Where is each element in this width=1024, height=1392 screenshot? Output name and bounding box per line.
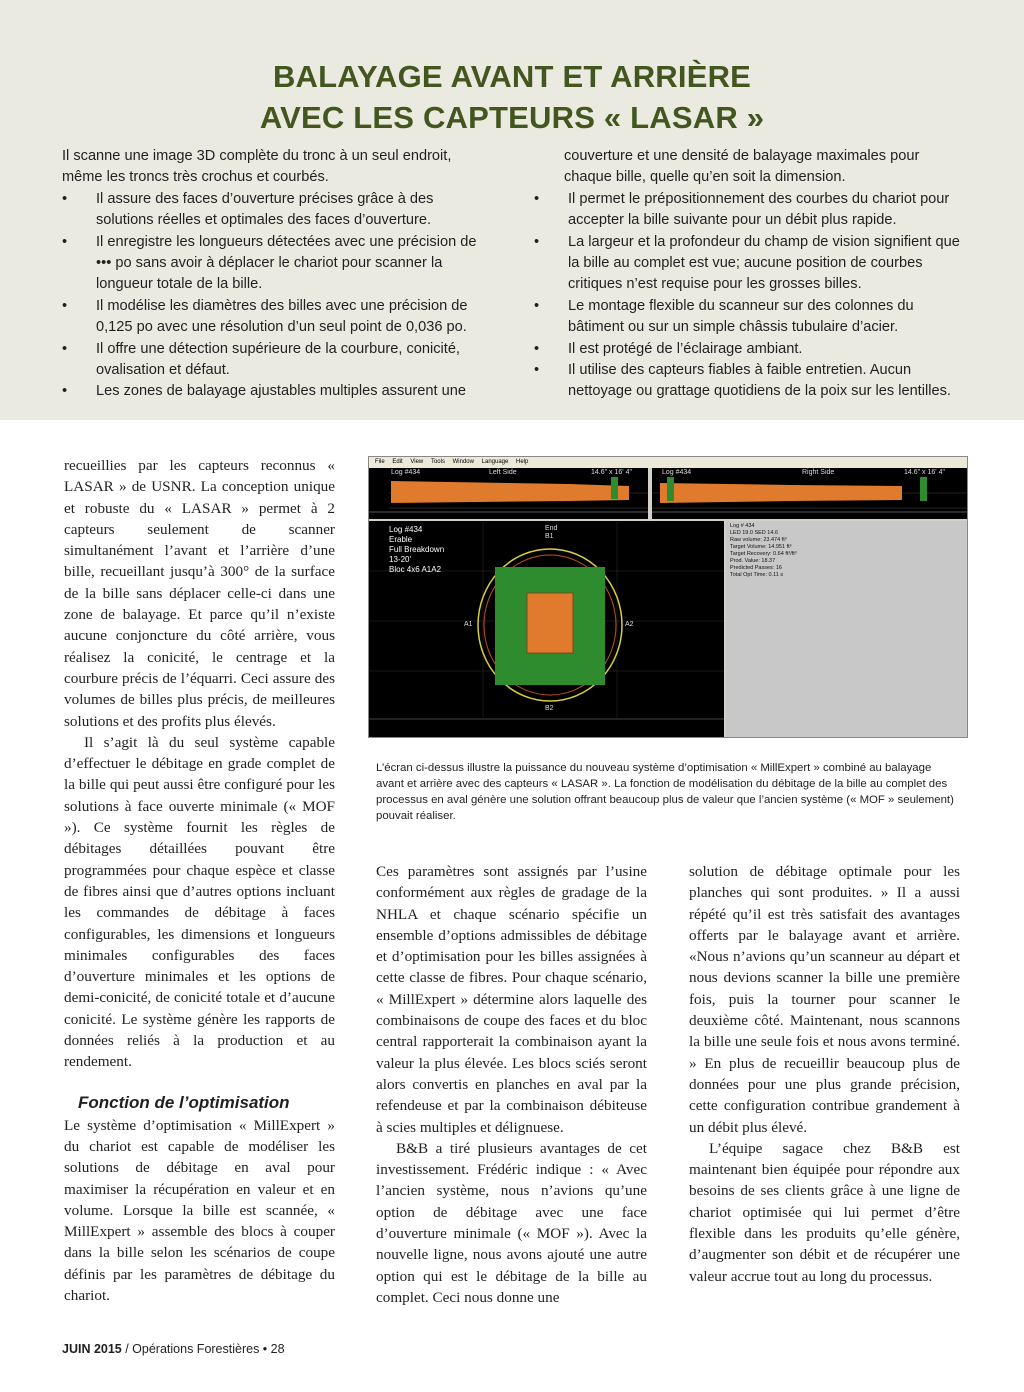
dimensions-label: 14.6" x 16' 4" bbox=[904, 469, 945, 476]
data-line: Target Recovery: 0.64 ft³/ft³ bbox=[730, 551, 797, 557]
menu-bar bbox=[369, 457, 967, 468]
footer-date: JUIN 2015 bbox=[62, 1342, 122, 1356]
article-column-3 bbox=[689, 861, 960, 1287]
data-line: Raw volume: 23.474 ft³ bbox=[730, 537, 787, 543]
bullet-item: • Il enregistre les longueurs détectées avec une précision de ••• po sans avoir à déplacer le chariot pour scanner la longueur totale de la bille. bbox=[62, 232, 494, 296]
log-id-label: Log #434 bbox=[391, 469, 421, 476]
bullet-item: • Il modélise les diamètres des billes avec une précision de 0,125 po avec une résolution d’un seul point de 0,036 po. bbox=[62, 296, 494, 339]
box-right-bullets bbox=[534, 189, 962, 403]
box-left-bullets bbox=[62, 189, 494, 403]
right-side-label: Right Side bbox=[802, 469, 835, 476]
subheading: Fonction de l’optimisation bbox=[78, 1092, 290, 1112]
box-right-column bbox=[534, 146, 962, 403]
log-info-line: 13-20' bbox=[389, 555, 411, 564]
dimensions-label: 14.6" x 16' 4" bbox=[591, 469, 632, 476]
log-info-line: Erable bbox=[389, 535, 413, 544]
paragraph: Le système d’optimisation « MillExpert » du chariot est capable de modéliser les solutions de débitage en aval pour maximiser la récupération en valeur et en volume. Lorsque la bille est scannée, « MillExpert » assemble des blocs à couper dans la bille selon les scénarios de coupe définis par les paramètres de débitage du chariot. bbox=[64, 1116, 335, 1304]
bullet-item: • Il assure des faces d’ouverture précises grâce à des solutions réelles et optimales des faces d’ouverture. bbox=[62, 189, 494, 232]
right-side-panel bbox=[652, 468, 967, 519]
log-info-line: Full Breakdown bbox=[389, 545, 445, 554]
headline bbox=[0, 56, 1024, 138]
log-info bbox=[389, 525, 444, 575]
b1-label: B1 bbox=[545, 533, 554, 540]
a2-label: A2 bbox=[625, 621, 634, 628]
paragraph: solution de débitage optimale pour les planches qui sont produites. » Il a aussi répété qu’il est très satisfait des avantages offerts par le balayage avant et arrière. «Nous n’avions qu’un scanneur au départ et nous devions scanner la bille une première fois, puis la tourner pour scanner le deuxième côté. Maintenant, nous scannons la bille une seule fois et nous avons terminé. » En plus de recueillir beaucoup plus de données pour une plus grande précision, cette configuration contribue grandement à un débit plus élevé. bbox=[689, 863, 960, 1136]
box-intro: Il scanne une image 3D complète du tronc à un seul endroit, même les troncs très crochus et courbés. bbox=[62, 148, 452, 186]
headline-line-1: BALAYAGE AVANT ET ARRIÈRE bbox=[272, 59, 752, 94]
menu-item: Tools bbox=[430, 459, 445, 465]
menu-item: Help bbox=[516, 459, 529, 465]
bullet-item: • Il permet le prépositionnement des courbes du chariot pour accepter la bille suivante pour un débit plus rapide. bbox=[534, 189, 962, 232]
log-info-line: Bloc 4x6 A1A2 bbox=[389, 565, 442, 574]
bullet-item: • Il est protégé de l’éclairage ambiant. bbox=[534, 339, 962, 360]
log-profile-left bbox=[391, 481, 629, 503]
menu-item: File bbox=[375, 459, 385, 465]
data-line: Prod. Value: 18.37 bbox=[730, 558, 776, 564]
footer-publication: / Opérations Forestières • 28 bbox=[121, 1342, 285, 1356]
menu-item: Edit bbox=[392, 459, 403, 465]
headline-line-2: AVEC LES CAPTEURS « LASAR » bbox=[259, 100, 765, 135]
box-left-column bbox=[62, 146, 494, 403]
data-panel bbox=[726, 521, 967, 737]
log-profile-right bbox=[660, 483, 902, 503]
paragraph: L’équipe sagace chez B&B est maintenant bien équipée pour répondre aux besoins de ses clients grâce à une ligne de chariot optimisée qui lui permet d’être flexible dans les produits qu’elle génère, d’augmenter son débit et de récupérer une valeur accrue tout au long du processus. bbox=[689, 1139, 960, 1285]
board-mark bbox=[920, 477, 927, 501]
left-side-panel bbox=[369, 468, 648, 519]
menu-item: Language bbox=[481, 459, 509, 465]
data-line: LED 19.0 SED 14.6 bbox=[730, 530, 779, 536]
bullet-item: • Le montage flexible du scanneur sur des colonnes du bâtiment ou sur un simple châssis tubulaire d’acier. bbox=[534, 296, 962, 339]
box-bullet-continuation: couverture et une densité de balayage maximales pour chaque bille, quelle qu’en soit la dimension. bbox=[564, 148, 920, 186]
software-screenshot bbox=[368, 456, 968, 738]
article-column-2 bbox=[376, 861, 647, 1308]
data-line: Log # 434 bbox=[730, 523, 755, 529]
article-column-1 bbox=[64, 455, 335, 1306]
paragraph: B&B a tiré plusieurs avantages de cet investissement. Frédéric indique : « Avec l’ancien système, nous n’avions qu’une option de débitage avec une face d’ouverture minimale (« MOF »). Avec la nouvelle ligne, nous avons ajouté une autre option qui est le débitage de la bille au complet. Ceci nous donne une bbox=[376, 1139, 647, 1306]
menu-item: Window bbox=[452, 459, 474, 465]
paragraph: Il s’agit là du seul système capable d’effectuer le débitage en grade complet de la bille qui peut aussi être configuré pour les solutions à face ouverte minimale (« MOF »). Ce système fournit les règles de débitages détaillées pouvant être programmées pour chaque espèce et classe de fibres ainsi que d’autres options incluant les commandes de débitage à faces configurables, les dimensions et longueurs minimales configurables des faces d’ouverture minimales et les options de demi-conicité, de conicité totale et d’aucune conicité. Le système génère les rapports de données reliés à la production et au rendement. bbox=[64, 733, 335, 1071]
bullet-item: • La largeur et la profondeur du champ de vision signifient que la bille au complet est vue; aucune position de courbes critiques n’est requise pour les grosses billes. bbox=[534, 232, 962, 296]
center-block bbox=[527, 593, 573, 653]
data-line: Target Volume: 14.951 ft³ bbox=[730, 544, 792, 550]
page-footer bbox=[62, 1342, 285, 1356]
board-mark bbox=[667, 477, 674, 501]
data-line: Total Opt Time: 0.11 s bbox=[730, 572, 784, 578]
paragraph: Ces paramètres sont assignés par l’usine conformément aux règles de gradage de la NHLA et chaque scénario spécifie un ensemble d’options admissibles de débitage et d’optimisation pour les billes assignées à cette classe de fibres. Pour chaque scénario, « MillExpert » détermine alors laquelle des combinaisons de coupe des faces et du bloc central rapporterait la combinaison ayant la valeur la plus élevée. Les blocs sciés seront alors convertis en planches en aval par la refendeuse et par la combinaison débiteuse à scies multiples et délignuese. bbox=[376, 863, 647, 1136]
end-label: End bbox=[545, 525, 558, 532]
a1-label: A1 bbox=[464, 621, 473, 628]
log-id-label: Log #434 bbox=[662, 469, 692, 476]
cross-section-panel bbox=[369, 521, 724, 737]
data-readout bbox=[730, 523, 797, 579]
menu-item: View bbox=[410, 459, 424, 465]
bullet-item: • Les zones de balayage ajustables multiples assurent une bbox=[62, 381, 494, 402]
b2-label: B2 bbox=[545, 705, 554, 712]
left-side-label: Left Side bbox=[489, 469, 517, 476]
data-line: Predicted Passes: 16 bbox=[730, 565, 782, 571]
log-info-line: Log #434 bbox=[389, 525, 423, 534]
bullet-item: • Il offre une détection supérieure de la courbure, conicité, ovalisation et défaut. bbox=[62, 339, 494, 382]
board-mark bbox=[611, 477, 618, 499]
bullet-item: • Il utilise des capteurs fiables à faible entretien. Aucun nettoyage ou grattage quotidiens de la poix sur les lentilles. bbox=[534, 360, 962, 403]
paragraph: recueillies par les capteurs reconnus « LASAR » de USNR. La conception unique et robuste du « LASAR » permet à 2 capteurs seulement de scanner simultanément l’avant et l’arrière d’une bille, recueillant jusqu’à 300° de la surface de la bille sans déplacer celle-ci dans une zone de balayage. Et parce qu’il n’existe aucune conjoncture du côté arrière, vous réalisez la conicité, le centrage et la courbure précis de l’équarri. Ceci assure des volumes de billes plus précis, de meilleures solutions et des profits plus élevés. bbox=[64, 457, 335, 730]
image-caption: L’écran ci-dessus illustre la puissance du nouveau système d’optimisation « MillExpert » combiné au balayage avant et arrière avec des capteurs « LASAR ». La fonction de modélisation du débitage de la bille au complet des processus en aval génère une solution offrant beaucoup plus de valeur que l’ancien système (« MOF » seulement) pouvait réaliser. bbox=[376, 762, 954, 822]
